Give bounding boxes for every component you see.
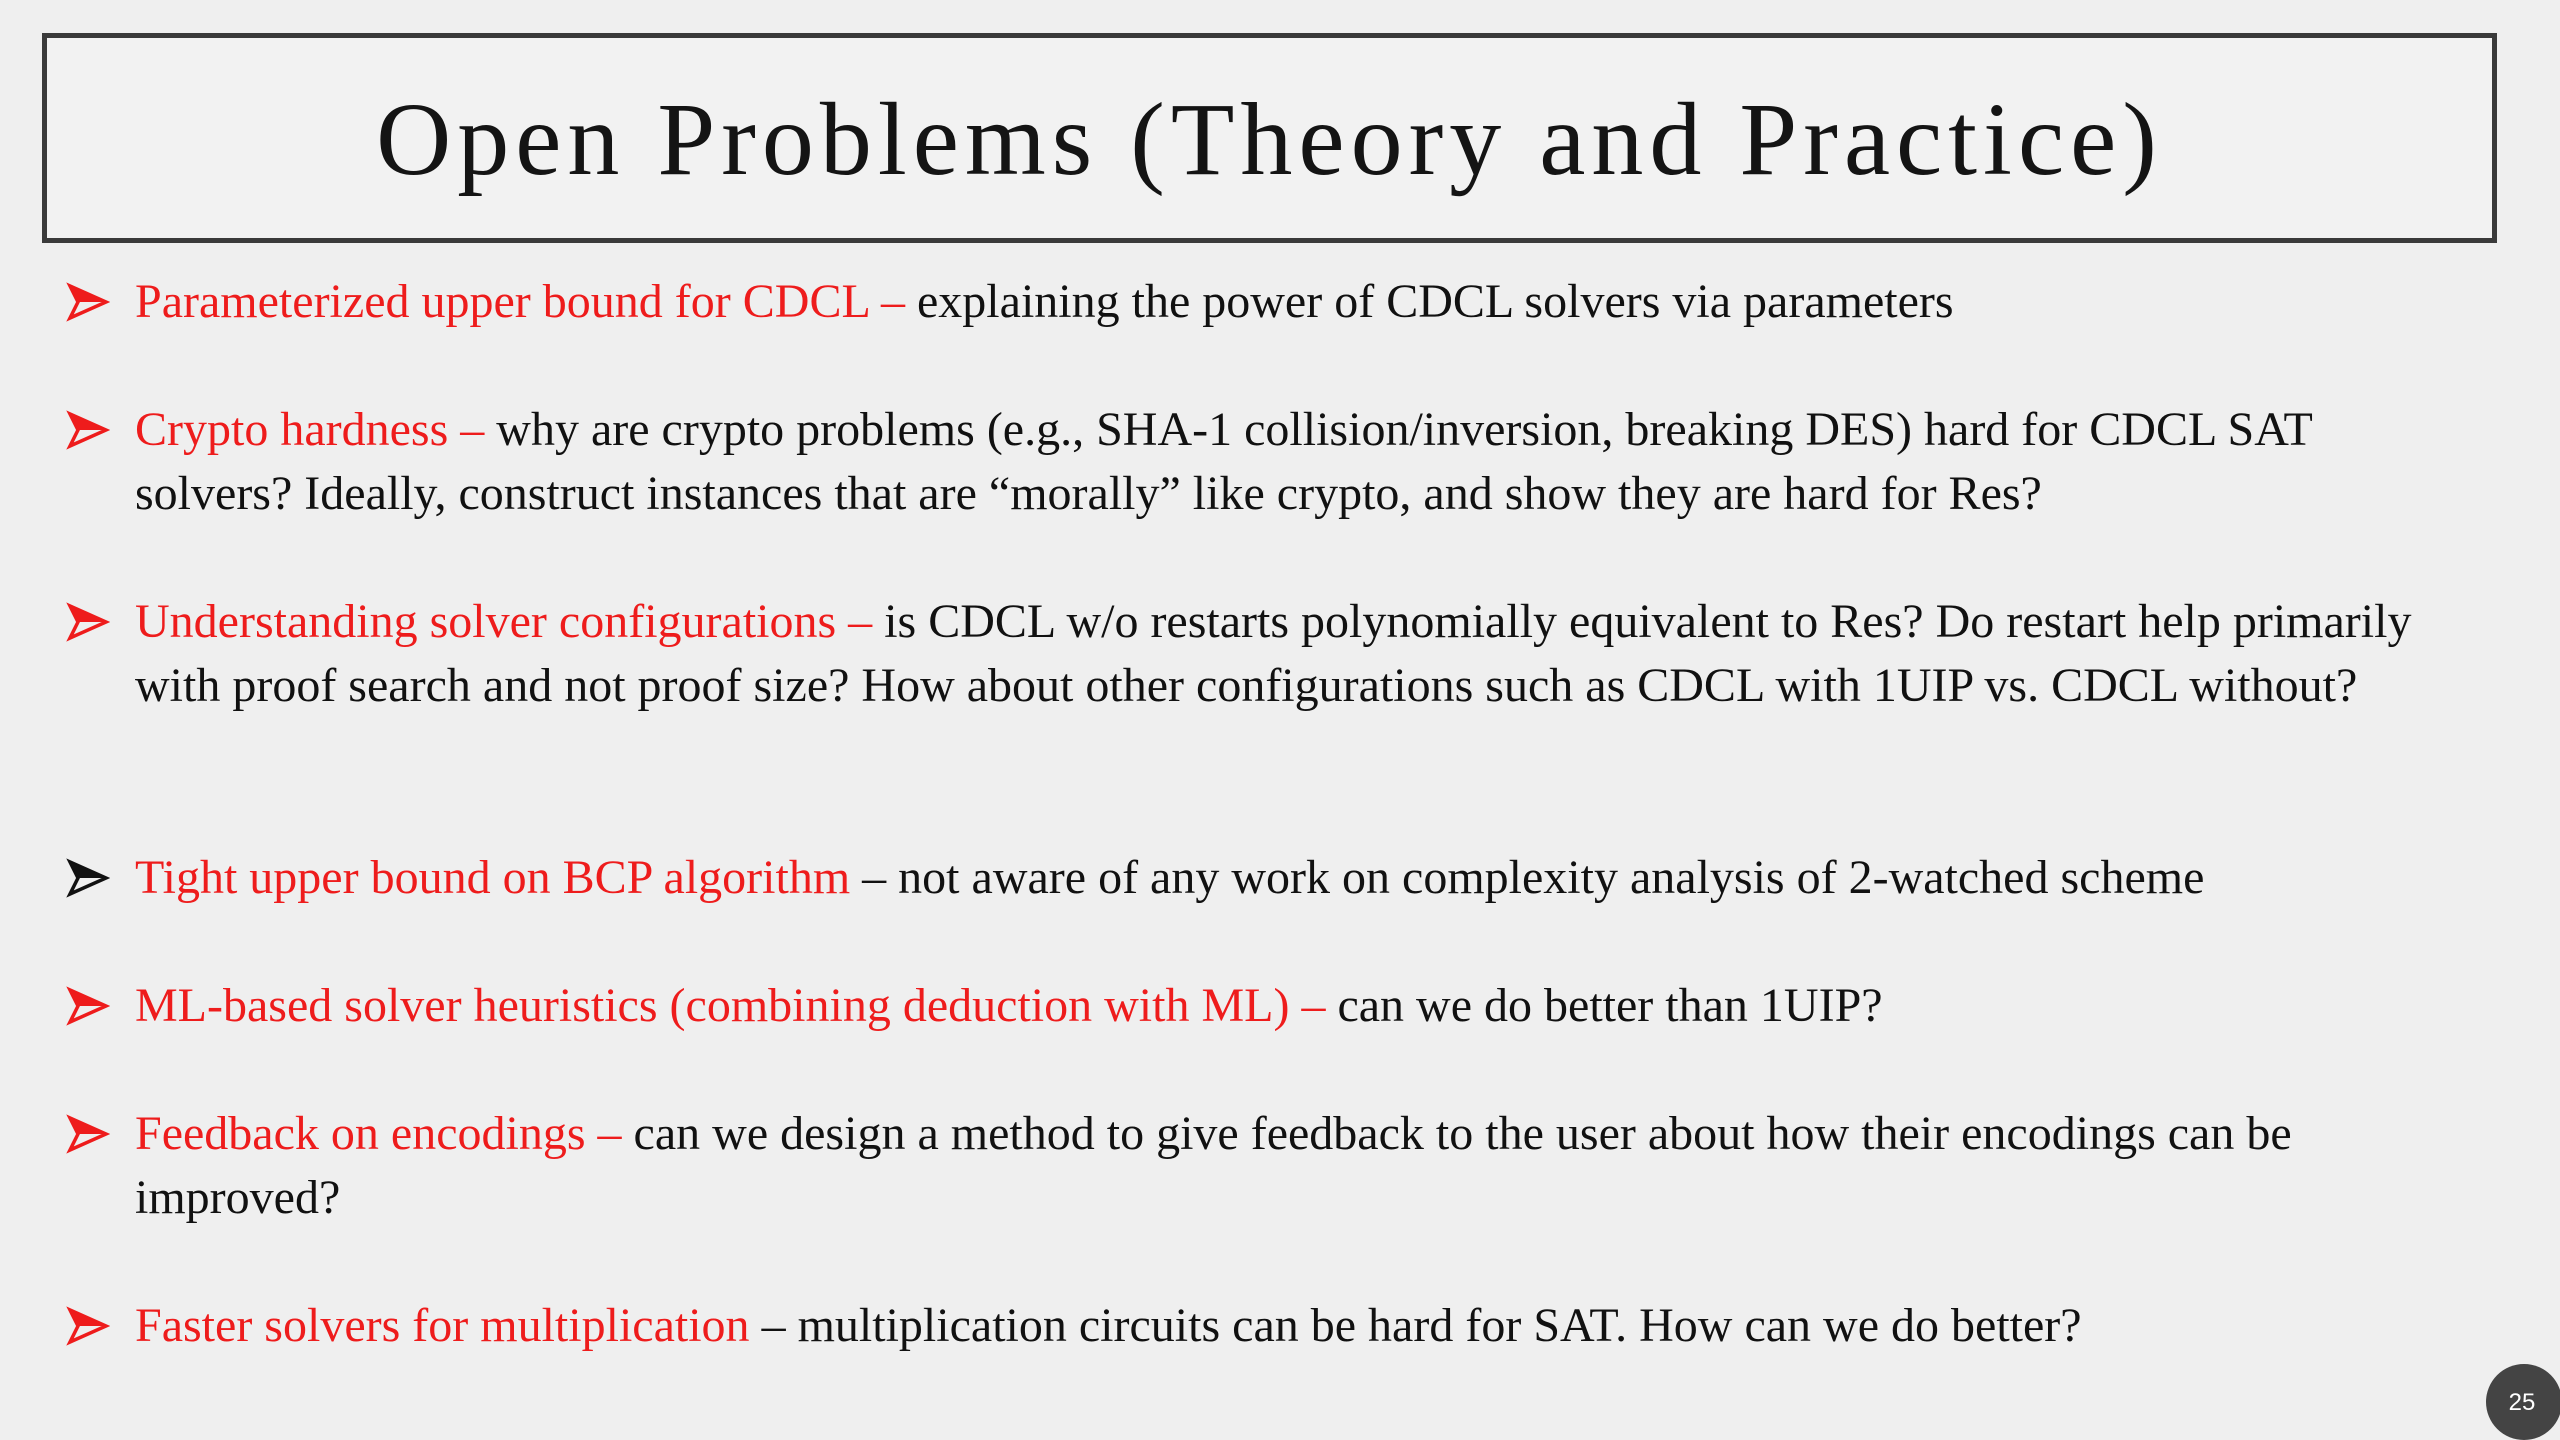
bullet-body: explaining the power of CDCL solvers via parameters (905, 275, 1954, 328)
bullet-body: is CDCL w/o restarts polynomially equivalent to Res? Do restart help primarily with proof search and not proof size? How about other configurations such as CDCL with 1UIP vs. CDCL without? (135, 595, 2412, 712)
arrow-bullet-icon (66, 408, 110, 452)
bullet-text (135, 1294, 2480, 1358)
slide-title: Open Problems (Theory and Practice) (376, 82, 2163, 197)
page-number-badge: 25 (2486, 1364, 2560, 1440)
bullet-text (135, 1102, 2480, 1230)
bullet-text (135, 590, 2480, 718)
bullet-text (135, 846, 2480, 910)
arrow-bullet-icon (66, 856, 110, 900)
bullet-heading: Tight upper bound on BCP algorithm (135, 851, 851, 904)
bullet-heading: Parameterized upper bound for CDCL – (135, 275, 905, 328)
bullet-body: can we design a method to give feedback to the user about how their encodings can be improved? (135, 1107, 2292, 1224)
arrow-bullet-icon (66, 984, 110, 1028)
bullet-text (135, 398, 2480, 526)
bullet-text (135, 270, 2480, 334)
arrow-bullet-icon (66, 1304, 110, 1348)
arrow-bullet-icon (66, 1112, 110, 1156)
bullet-body: can we do better than 1UIP? (1325, 979, 1883, 1032)
arrow-bullet-icon (66, 600, 110, 644)
bullet-body: why are crypto problems (e.g., SHA-1 collision/inversion, breaking DES) hard for CDCL SAT solvers? Ideally, construct instances that are “morally” like crypto, and show they are hard for Res? (135, 403, 2312, 520)
arrow-bullet-icon (66, 280, 110, 324)
bullet-body: – multiplication circuits can be hard for SAT. How can we do better? (749, 1299, 2082, 1352)
bullet-heading: Feedback on encodings – (135, 1107, 622, 1160)
bullet-heading: Understanding solver configurations – (135, 595, 873, 648)
bullet-heading: ML-based solver heuristics (combining deduction with ML) – (135, 979, 1326, 1032)
bullet-heading: Crypto hardness – (135, 403, 485, 456)
bullet-text (135, 974, 2480, 1038)
bullet-body: – not aware of any work on complexity analysis of 2-watched scheme (850, 851, 2205, 904)
bullet-heading: Faster solvers for multiplication (135, 1299, 750, 1352)
